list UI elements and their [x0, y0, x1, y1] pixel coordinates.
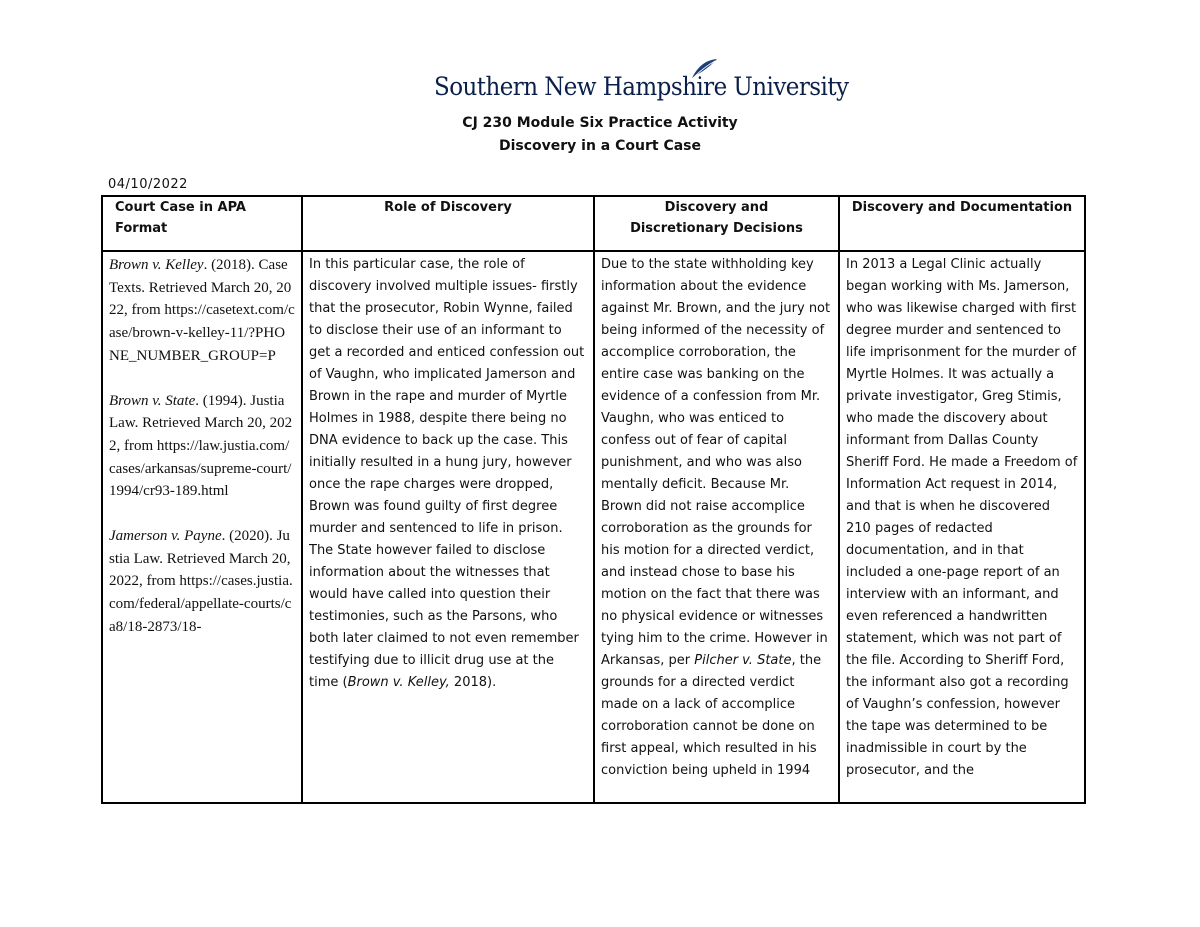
document-date: 04/10/2022 [108, 177, 188, 192]
table-header-row [102, 196, 1085, 251]
university-name: Southern New Hampshire University [434, 72, 849, 101]
references-cell [102, 251, 302, 803]
table-row [102, 251, 1085, 803]
header-discretionary-line-2: Discretionary Decisions [630, 221, 803, 236]
document-titles [0, 112, 1200, 158]
reference-brown-v-kelley: Brown v. Kelley. (2018). Case Texts. Retrieved March 20, 2022, from https://casetext.com/case/brown-v-kelley-11/?PHONE_NUMBER_GROUP=P [109, 257, 295, 364]
reference-brown-v-state: Brown v. State. (1994). Justia Law. Retrieved March 20, 2022, from https://law.justia.com/cases/arkansas/supreme-court/1994/cr93-189.html [109, 392, 293, 500]
header-documentation: Discovery and Documentation [839, 196, 1085, 251]
header-discretionary-line-1: Discovery and [664, 200, 769, 215]
header-discretionary-decisions [594, 196, 839, 251]
documentation-cell: In 2013 a Legal Clinic actually began working with Ms. Jamerson, who was likewise charged with first degree murder and sentenced to life imprisonment for the murder of Myrtle Holmes. It was actually a private investigator, Greg Stimis, who made the discovery about informant from Dallas County Sheriff Ford. He made a Freedom of Information Act request in 2014, and that is when he discovered 210 pages of redacted documentation, and in that included a one-page report of an interview with an informant, and even referenced a handwritten statement, which was not part of the file. According to Sheriff Ford, the informant also got a recording of Vaughn’s confession, however the tape was determined to be inadmissible in court by the prosecutor, and the [839, 251, 1085, 803]
leaf-icon [690, 58, 718, 80]
role-of-discovery-cell: In this particular case, the role of discovery involved multiple issues- firstly that the prosecutor, Robin Wynne, failed to disclose their use of an informant to get a recorded and enticed confession out of Vaughn, who implicated Jamerson and Brown in the rape and murder of Myrtle Holmes in 1988, despite there being no DNA evidence to back up the case. This initially resulted in a hung jury, however once the rape charges were dropped, Brown was found guilty of first degree murder and sentenced to life in prison. The State however failed to disclose information about the witnesses that would have called into question their testimonies, such as the Parsons, who both later claimed to not even remember testifying due to illicit drug use at the time (Brown v. Kelley, 2018). [302, 251, 594, 803]
university-logo [434, 58, 849, 106]
discovery-table [101, 195, 1086, 804]
document-subtitle: Discovery in a Court Case [498, 138, 702, 154]
document-title: CJ 230 Module Six Practice Activity [462, 115, 738, 131]
header-role-of-discovery: Role of Discovery [302, 196, 594, 251]
discretionary-decisions-cell: Due to the state withholding key information about the evidence against Mr. Brown, and the jury not being informed of the necessity of accomplice corroboration, the entire case was banking on the evidence of a confession from Mr. Vaughn, who was enticed to confess out of fear of capital punishment, and who was also mentally deficit. Because Mr. Brown did not raise accomplice corroboration as the grounds for his motion for a directed verdict, and instead chose to base his motion on the fact that there was no physical evidence or witnesses tying him to the crime. However in Arkansas, per Pilcher v. State, the grounds for a directed verdict made on a lack of accomplice corroboration cannot be done on first appeal, which resulted in his conviction being upheld in 1994 [594, 251, 839, 803]
header-court-case: Court Case in APA Format [102, 196, 302, 251]
reference-jamerson-v-payne: Jamerson v. Payne. (2020). Justia Law. Retrieved March 20, 2022, from https://cases.justia.com/federal/appellate-courts/ca8/18-2873/18- [109, 528, 293, 635]
